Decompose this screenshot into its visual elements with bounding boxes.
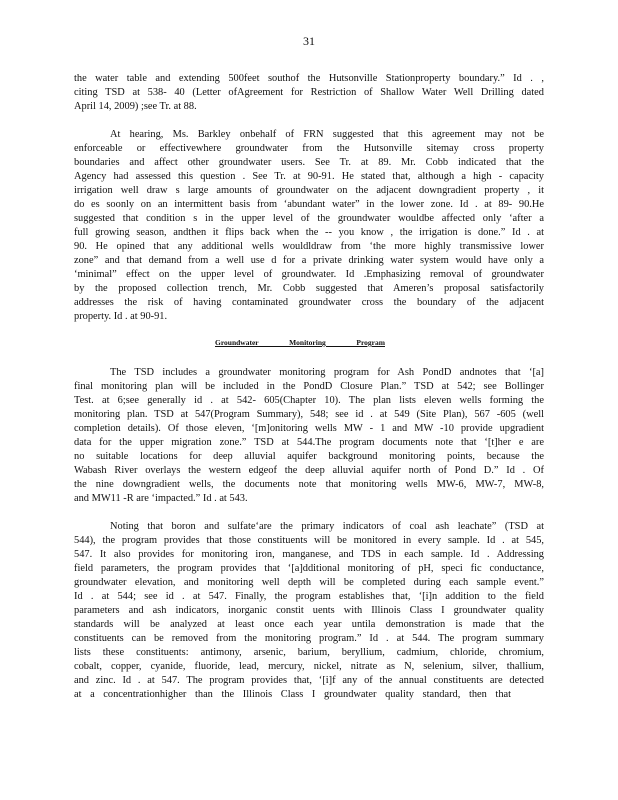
text-line: at a concentrationhigher than the Illinois Class I groundwater quality standard, then that [74,689,512,700]
text-line: addresses the risk of having contaminated groundwater cross the boundary of the adjacent [74,297,544,308]
text-line: and zinc. Id . at 547. The program provides that, ‘[i]f any of the annual constituents are detected [74,675,544,686]
text-line: full growing season, andthen it flips back when the -- you know , the irrigation is done.” Id . at [74,227,544,238]
text-line: do es soonly on an intermittent basis from ‘abundant water” in the lower zone. Id . at 89- 90.He [74,199,544,210]
text-line: groundwater elevation, and monitoring well depth will be completed during each sample event.” [74,577,544,588]
text-line: no suitable locations for deep alluvial aquifer background monitoring points, because the [74,451,544,462]
section-heading: Groundwater Monitoring Program [215,338,385,347]
text-line: completion details). Of those eleven, ‘[m]onitoring wells MW - 1 and MW -10 provide upgradient [74,423,544,434]
text-line: citing TSD at 538- 40 (Letter ofAgreement for Restriction of Shallow Water Well Drilling dated [74,87,544,98]
text-line: boundaries and affect other groundwater users. See Tr. at 89. Mr. Cobb indicated that the [74,157,544,168]
text-line: irrigation well draw s large amounts of groundwater on the adjacent downgradient property , it [74,185,544,196]
text-line: Test. at 6;see generally id . at 542- 605(Chapter 10). The plan lists eleven wells forming the [74,395,544,406]
text-line: data for the upper migration zone.” TSD at 544.The program documents note that ‘[t]her e are [74,437,544,448]
text-line: 547. It also provides for monitoring iron, manganese, and TDS in each sample. Id . Addressing [74,549,544,560]
text-line: The TSD includes a groundwater monitoring program for Ash PondD andnotes that ‘[a] [110,367,544,378]
text-line: final monitoring plan will be included in the PondD Closure Plan.” TSD at 542; see Bollinger [74,381,544,392]
text-line: 544), the program provides that those constituents will be monitored in every sample. Id . at 545, [74,535,544,546]
page-number: 31 [303,34,315,48]
text-line: suggested that condition s in the upper level of the groundwater wouldbe affected only ‘after a [74,213,544,224]
text-line: lists these constituents: antimony, arsenic, barium, beryllium, cadmium, chloride, chromium, [74,647,544,658]
text-line: property. Id . at 90-91. [74,311,168,322]
text-line: enforceable or effectivewhere groundwater from the Hutsonville sitemay cross property [74,143,544,154]
text-line: constituents can be removed from the monitoring program.” Id . at 544. The program summary [74,633,544,644]
text-line: parameters and ash indicators, inorganic constit uents with Illinois Class I groundwater quality [74,605,544,616]
text-line: the nine downgradient wells, the documents note that monitoring wells MW-6, MW-7, MW-8, [74,479,544,490]
text-line: Noting that boron and sulfate‘are the primary indicators of coal ash leachate” (TSD at [110,521,544,532]
text-line: cobalt, copper, cyanide, fluoride, lead, mercury, nickel, nitrate as N, selenium, silver, thallium, [74,661,544,672]
text-line: ‘minimal” effect on the upper level of groundwater. Id .Emphasizing removal of groundwater [74,269,544,280]
text-line: Agency had assessed this question . See Tr. at 90-91. He stated that, although a high - capacity [74,171,544,182]
text-line: Wabash River overlays the western edgeof the deep alluvial aquifer north of Pond D.” Id . Of [74,465,544,476]
text-line: 90. He opined that any additional wells wouldldraw from ‘the more highly transmissive lower [74,241,544,252]
text-line: standards will be analyzed at least once each year untila demonstration is made that the [74,619,544,630]
text-line: Id . at 544; see id . at 547. Finally, the program establishes that, ‘[i]n addition to the field [74,591,544,602]
text-line: the water table and extending 500feet southof the Hutsonville Stationproperty boundary.” Id . , [74,73,544,84]
text-line: monitoring plan. TSD at 547(Program Summary), 548; see id . at 549 (Site Plan), 567 -605 (well [74,409,544,420]
text-line: At hearing, Ms. Barkley onbehalf of FRN suggested that this agreement may not be [110,129,544,140]
text-line: and MW11 -R are ‘impacted.” Id . at 543. [74,493,248,504]
text-line: zone” and that demand from a well use d for a private drinking water system would have only a [74,255,544,266]
text-line: by the proposed collection trench, Mr. Cobb suggested that Ameren’s proposal satisfactorily [74,283,544,294]
text-line: April 14, 2009) ;see Tr. at 88. [74,101,197,112]
text-line: field parameters, the program provides that ‘[a]dditional monitoring of pH, speci fic conductance, [74,563,544,574]
